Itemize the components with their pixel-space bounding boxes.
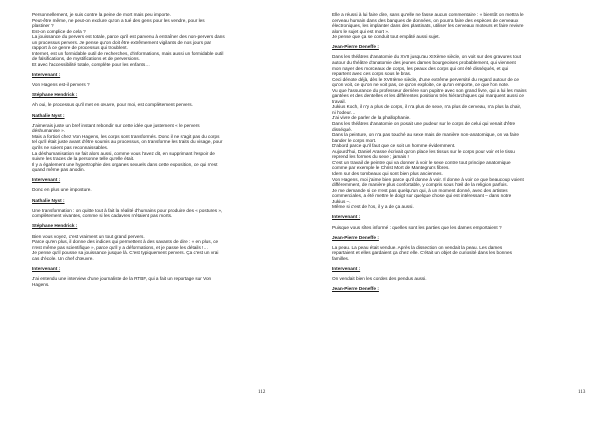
text-line: J'ai vivre de parler de la phallophanie. bbox=[332, 115, 411, 121]
speaker-label: Intervenant : bbox=[332, 214, 361, 220]
text-line: Personnellement, je suis contre la peine de mort mais peu importe. bbox=[32, 12, 171, 17]
text-line: déshumanise ». bbox=[32, 128, 66, 134]
text-line: différemment, de manière plus confortable, y compris sous l'œil de la religion parfois. bbox=[332, 182, 508, 188]
text-line: gantées et des dentelles et les différentes positions très hiérarchiques qui marquent aussi ce bbox=[332, 93, 524, 99]
page-number-left: 112 bbox=[258, 390, 266, 395]
text-line: Jukius –. bbox=[332, 198, 351, 204]
text-line: Je pense que ça se conduit tout empâté aussi sujet. bbox=[332, 34, 440, 40]
text-line: Mais a fortiori chez Von Hagens, les corps sont transformés. Donc il ne s'agit pas du corps bbox=[32, 133, 220, 139]
text-line: complètement vivantes, comme si les cadavres n'étaient pas morts. bbox=[32, 213, 173, 219]
text-line: Je me demande si ce n'est pas quelqu'un qui, à un moment donné, avec des artistes bbox=[332, 187, 508, 193]
left-page-text bbox=[32, 12, 272, 287]
text-line: Dans la peinture, on n'a pas touché au sexe mais de manière non-anatomique, on va faire bbox=[332, 132, 519, 138]
text-line: familles. bbox=[332, 255, 350, 261]
speaker-label: Stéphane Hendrick : bbox=[32, 92, 78, 98]
text-line: Aujourd'hui, Daniel Arasse écrivait qu'on place les tissus sur le corps pour voir et le tissu bbox=[332, 148, 515, 154]
text-line: quand même pas anodin. bbox=[32, 167, 85, 173]
text-line: Ah oui, le processus qu'il met en œuvre, pour moi, est complètement pervers. bbox=[32, 102, 193, 108]
text-line: plastiner ? bbox=[32, 23, 54, 29]
speaker-label: Intervenant : bbox=[32, 177, 61, 183]
text-line: Von Hagens est-il pervers ? bbox=[32, 82, 90, 88]
text-line: Parce qu'en plus, il donne des indices qui permettent à des savants de dire : « en plus, ce bbox=[32, 239, 219, 245]
text-line: Peut-être même, ne peut-on exclure qu'on a tué des gens pour les vendre, pour les bbox=[32, 17, 205, 23]
text-line: Même si c'est de l'os, il y a de ça aussi. bbox=[332, 204, 414, 210]
text-line: reprend les formes du sexe ; jamais ! bbox=[332, 154, 409, 160]
text-line: La déshumanisation se fait alors aussi, comme vous l'avez dit, en supprimant l'espoir de bbox=[32, 150, 215, 156]
text-line: Une transformation : on quitte tout à fait la réalité d'humains pour produire des « postures », bbox=[32, 207, 223, 213]
text-line: ni l'odeur… bbox=[332, 109, 356, 115]
text-line: Von Hagens, moi j'aime bien parce qu'il donne à voir. Il donne à voir ce que beaucoup voient bbox=[332, 176, 524, 182]
text-line: rapport à ce genre de processus qui troublent. bbox=[32, 45, 128, 51]
text-line: travail. bbox=[332, 98, 346, 104]
text-line: Puisque vous sîtes informé : quelles sont les parties que les dames emportaient ? bbox=[332, 224, 502, 230]
text-line: repartaient et elles gardaient ça chez elle. C'était un objet de curiosité dans les bonnes bbox=[332, 250, 512, 256]
text-line: Vu que l'assurance du professeur derrière son pupitre avec son grand livre, qui a lui les mains bbox=[332, 87, 527, 93]
text-line: Internet, est un formidable outil de recherches, d'informations, mais aussi un formidable outil bbox=[32, 50, 224, 56]
page-number-right: 113 bbox=[578, 390, 586, 395]
text-line: repartent avec ces corps sous le bras. bbox=[332, 71, 412, 77]
text-line: comme par exemple le Christ Mort de Mantegna's fibres. bbox=[332, 165, 450, 171]
speaker-label: Jean-Pierre Deneffe : bbox=[332, 286, 379, 292]
text-line: La jouissance du pervers est totale, parce qu'il est parvenu à entraîner des non-pervers dans bbox=[32, 34, 225, 40]
text-line: Il y a également une hypertrophie des organes sexuels dans cette exposition, ce qui n'est bbox=[32, 161, 218, 167]
text-line: suivre les traces de la personne telle qu'elle était. bbox=[32, 156, 135, 162]
speaker-label: Intervenant : bbox=[32, 265, 61, 271]
text-line: tel qu'il était juste avant d'être soumis au processus, on transforme les traits du visage, pour bbox=[32, 139, 223, 145]
text-line: mon nayer des morceaux de corps, les peaux des corps qui ont été disséqués, et qui bbox=[332, 65, 509, 71]
text-line: alors le sujet qui est mort ». bbox=[332, 28, 390, 34]
text-line: cerveau humain dans des banques de données, on pourra faire des espèces de cerveaux bbox=[332, 17, 519, 23]
text-line: Jukius Koch, il n'y a plus de corps, il n'a plus de sexe, n'a plus de cerveau, n'a plus la chair, bbox=[332, 104, 522, 110]
speaker-label: Stéphane Hendrick : bbox=[32, 223, 78, 229]
text-line: de falsifications, de mystifications et de perversions. bbox=[32, 56, 140, 62]
text-line: Je pense qu'il pousse sa jouissance jusque là. C'est typiquement pervers. Ça c'est un vrai bbox=[32, 250, 219, 256]
text-line: électroniques, les implanter dans des plastinats, utiliser les cerveaux moteurs et faire revivre bbox=[332, 23, 524, 29]
text-line: Dans les théâtres d'anatomie on posait une pudeur sur le corps de celui qui venait d'être bbox=[332, 121, 516, 127]
speaker-label: Jean-Pierre Deneffe : bbox=[332, 234, 379, 240]
text-line: On vendait bien les cordes des pendus aussi. bbox=[332, 276, 427, 282]
right-page-text bbox=[332, 12, 572, 292]
speaker-label: Intervenant : bbox=[332, 266, 361, 272]
speaker-label: Jean-Pierre Deneffe : bbox=[332, 44, 379, 50]
text-line: C'est un travail de peintre qui va donner à voir le sexe contre tout principe anatomique bbox=[332, 159, 511, 165]
speaker-label: Intervenant : bbox=[32, 72, 61, 78]
speaker-label: Nathalie Nyst : bbox=[32, 197, 65, 203]
text-line: autour du théâtre d'anatomie des jeunes dames bourgeoises probablement, qui viennent bbox=[332, 60, 516, 66]
text-line: disséqué. bbox=[332, 126, 353, 132]
text-line: n'est même pas scientifique », parce qu'il y a déformations, et je passe les détails !… bbox=[32, 244, 209, 250]
text-line: Donc en plus une imposture. bbox=[32, 187, 92, 193]
text-line: Dans les théâtres d'anatomie du XVII jusqu'au XIXème siècle, on voit sur des gravures tout bbox=[332, 54, 521, 60]
text-line: Est-on complice de cela ? bbox=[32, 28, 86, 34]
text-line: La peau. La peau était vendue. Après la dissection on vendait la peau. Les dames bbox=[332, 244, 503, 250]
text-line: bander le corps mort. bbox=[332, 137, 377, 143]
text-line: Bien vous voyez, c'est vraiment un tout grand pervers. bbox=[32, 233, 145, 239]
text-line: J'aimerais juste un bref instant rebondir sur cette idée que justement « le pervers bbox=[32, 122, 200, 128]
text-line: cas d'école. Un chef d'œuvre. bbox=[32, 255, 94, 261]
right-page bbox=[300, 0, 600, 424]
text-line: Elle a réussi à lui faire dire, sans qu'elle ne fasse aucun commentaire : « bientôt on mettra le bbox=[332, 12, 524, 17]
text-line: Ceci dénote déjà, dès le XVIIIème siècle, d'une extrême perversité du regard autour de ce bbox=[332, 76, 519, 82]
text-line: commerciales, a été mettre le doigt sur quelque chose qui est intéressant – dans notre bbox=[332, 193, 512, 199]
speaker-label: Nathalie Nyst : bbox=[32, 112, 65, 118]
text-line: un processus pervers. Je pense qu'on doit être extrêmement vigilants de nos jours par bbox=[32, 39, 212, 45]
text-line: Et avec l'accessibilité totale, complète pour les enfants… bbox=[32, 61, 150, 67]
text-line: Hagens. bbox=[32, 281, 50, 287]
text-line: qu'on voit, ce qu'on ne voit pas, ce qu'on exploite, ce qu'on emporte, ce que l'on note. bbox=[332, 82, 510, 88]
text-line: D'abord parce qu'il faut que ce soit un homme évidemment. bbox=[332, 143, 456, 149]
text-line: qu'ils ne soient pas reconnaissables. bbox=[32, 144, 109, 150]
text-line: Idem sur des tombeaux qui sont bien plus anciennes. bbox=[332, 170, 443, 176]
text-line: J'ai entendu une interview d'une journaliste de la RTBF, qui a fait un reportage sur Von bbox=[32, 276, 212, 281]
